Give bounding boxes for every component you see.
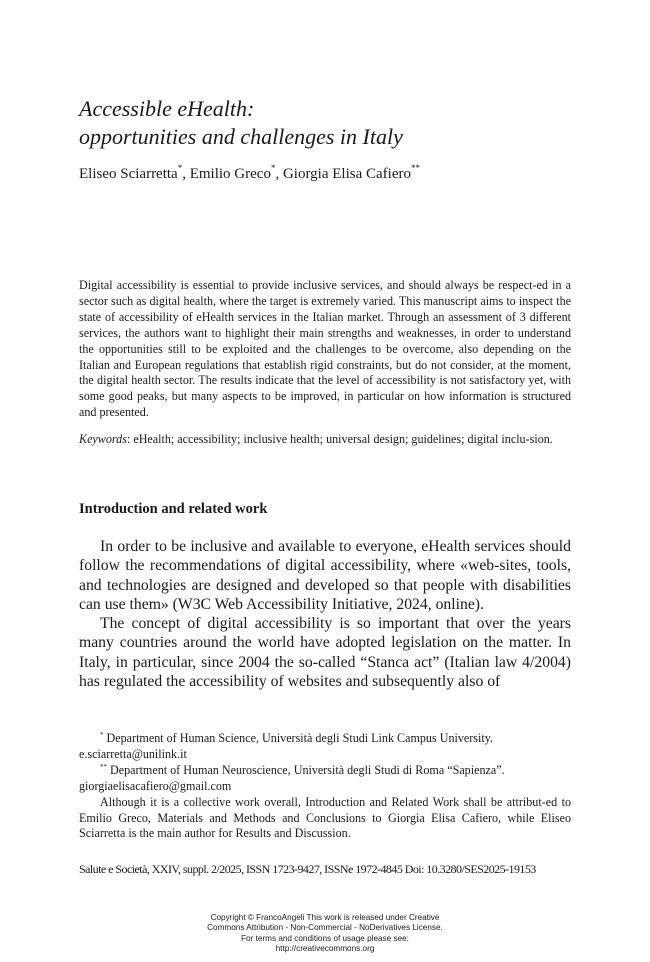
copyright-link: http://creativecommons.org bbox=[275, 943, 375, 953]
author-separator: , bbox=[275, 166, 283, 182]
author-name: Eliseo Sciarretta bbox=[79, 166, 178, 182]
author-name: Giorgia Elisa Cafiero bbox=[282, 166, 411, 182]
author-mark: ** bbox=[410, 163, 420, 173]
copyright-notice bbox=[175, 913, 475, 954]
footnote-text: Department of Human Neuroscience, Università degli Studi di Roma “Sapienza”. bbox=[107, 762, 505, 777]
journal-citation: Salute e Società, XXIV, suppl. 2/2025, ISSN 1723-9427, ISSNe 1972-4845 Doi: 10.3280/SES2025-19153 bbox=[79, 862, 536, 876]
copyright-line: Commons Attribution - Non-Commercial - NoDerivatives License. bbox=[207, 923, 443, 933]
title-line-2: opportunities and challenges in Italy bbox=[79, 124, 403, 149]
footnotes bbox=[79, 731, 571, 842]
abstract: Digital accessibility is essential to provide inclusive services, and should always be respect-ed in a sector such as digital health, where the target is extremely varied. This manuscript aims to inspect the state of accessibility of eHealth services in the Italian market. Through an assessment of 3 different services, the authors want to highlight their main strengths and weaknesses, in order to understand the opportunities still to be exploited and the challenges to be overcome, also depending on the Italian and European regulations that establish rigid constraints, but do not consider, at the moment, the digital health sector. The results indicate that the level of accessibility is not satisfactory yet, with some good peaks, but many aspects to be improved, in particular on how information is structured and presented. bbox=[79, 278, 571, 420]
author-separator: , bbox=[182, 166, 190, 182]
body-paragraph: In order to be inclusive and available to everyone, eHealth services should follow the recommendations of digital accessibility, where «web-sites, tools, and technologies are designed and developed so that people with disabilities can use them» (W3C Web Accessibility Initiative, 2024, online). bbox=[79, 538, 571, 613]
footnote-affiliation-1 bbox=[79, 731, 571, 747]
author-mark: * bbox=[270, 163, 276, 173]
author-name: Emilio Greco bbox=[189, 166, 271, 182]
section-body bbox=[79, 537, 571, 691]
body-paragraph: The concept of digital accessibility is so important that over the years many countries around the world have adopted legislation on the matter. In Italy, in particular, since 2004 the so-called “Stanca act” (Italian law 4/2004) has regulated the accessibility of websites and subsequently also of bbox=[79, 615, 571, 691]
keywords-text: : eHealth; accessibility; inclusive health; universal design; guidelines; digital inclu-sion. bbox=[126, 432, 553, 446]
footnote-contribution: Although it is a collective work overall, Introduction and Related Work shall be attribut-ed to Emilio Greco, Materials and Methods and Conclusions to Giorgia Elisa Cafiero, while Eliseo Sciarretta is the main author for Results and Discussion. bbox=[79, 794, 571, 841]
footnote-mark: * bbox=[100, 731, 104, 739]
keywords bbox=[79, 432, 571, 448]
copyright-line: Copyright © FrancoAngeli This work is released under Creative bbox=[210, 913, 440, 922]
author-list bbox=[79, 164, 420, 184]
title-line-1: Accessible eHealth: bbox=[79, 96, 255, 121]
footnote-text: Department of Human Science, Università degli Studi Link Campus University. bbox=[103, 731, 493, 745]
footnote-mark: ** bbox=[100, 762, 107, 771]
copyright-line: For terms and conditions of usage please see: bbox=[241, 933, 409, 943]
section-heading: Introduction and related work bbox=[79, 501, 268, 517]
paper-title bbox=[79, 95, 579, 151]
footnote-email-1: e.sciarretta@unilink.it bbox=[79, 746, 187, 761]
footnote-affiliation-2 bbox=[79, 763, 571, 779]
author-mark: * bbox=[177, 163, 183, 173]
footnote-email-2: giorgiaelisacafiero@gmail.com bbox=[79, 778, 232, 793]
keywords-label: Keywords bbox=[79, 432, 127, 446]
